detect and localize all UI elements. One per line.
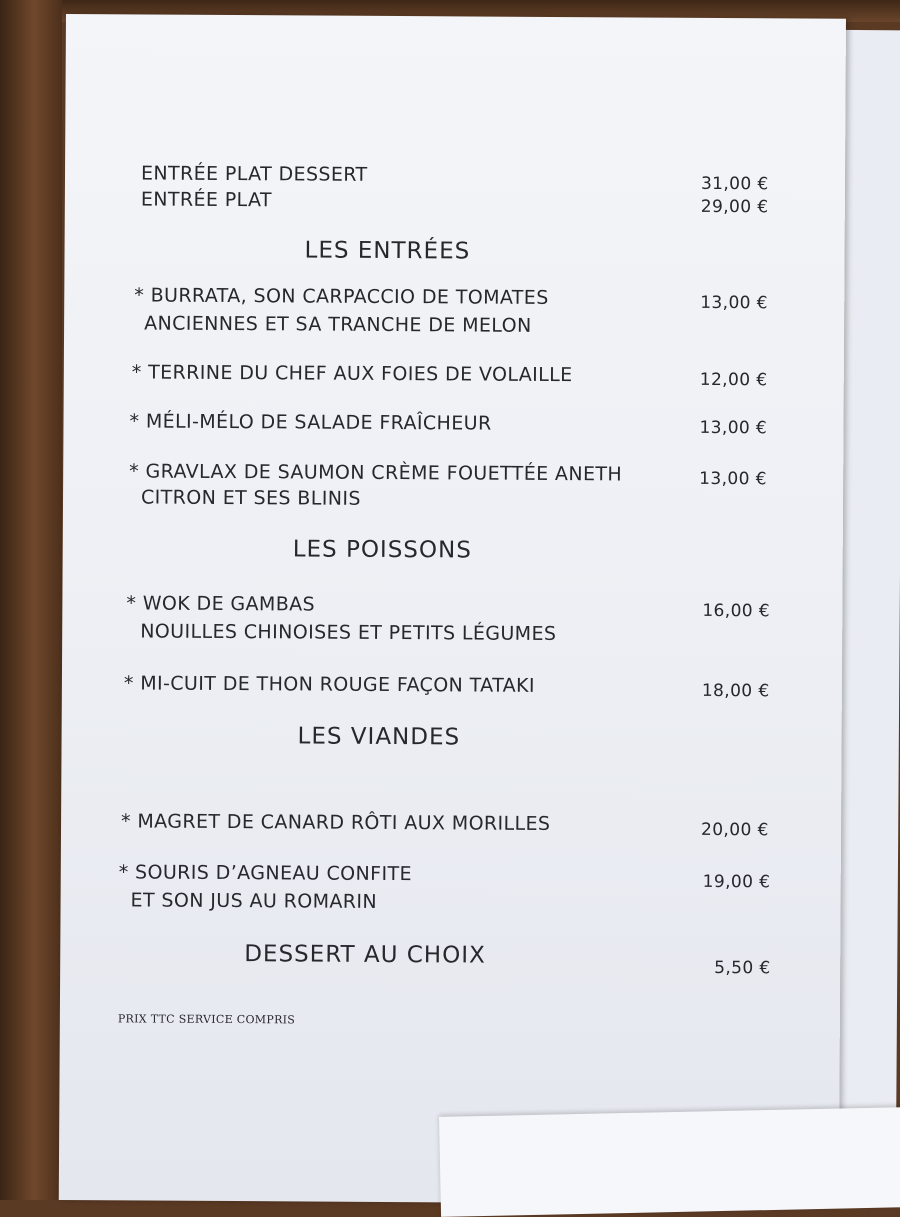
menu-item-line: * TERRINE DU CHEF AUX FOIES DE VOLAILLE: [131, 361, 573, 387]
menu-item-line: * BURRATA, SON CARPACCIO DE TOMATES: [134, 284, 549, 309]
menu-item-line: * GRAVLAX DE SAUMON CRÈME FOUETTÉE ANETH: [129, 460, 623, 486]
menu-item-price: 13,00 €: [699, 417, 768, 439]
menu-item-line: * MÉLI-MÉLO DE SALADE FRAÎCHEUR: [129, 410, 492, 435]
menu-item-price: 18,00 €: [701, 680, 770, 702]
menu-sheet: [59, 14, 846, 1205]
menu-item-line: * MI-CUIT DE THON ROUGE FAÇON TATAKI: [123, 672, 535, 697]
menu-item-price: 16,00 €: [702, 600, 771, 622]
menu-item-line: CITRON ET SES BLINIS: [140, 486, 361, 510]
section-title-entrees: LES ENTRÉES: [304, 237, 471, 265]
formula-label: ENTRÉE PLAT: [140, 188, 273, 212]
overlapping-sheet-corner: [439, 1107, 900, 1217]
menu-item-line: ET SON JUS AU ROMARIN: [130, 889, 378, 913]
menu-item-line: * SOURIS D’AGNEAU CONFITE: [118, 861, 412, 886]
section-title-poissons: LES POISSONS: [292, 536, 472, 564]
wooden-frame-left: [0, 0, 62, 1200]
dessert-price: 5,50 €: [714, 957, 771, 979]
section-title-viandes: LES VIANDES: [297, 723, 461, 751]
menu-item-price: 19,00 €: [702, 871, 771, 893]
formula-price: 31,00 €: [700, 173, 769, 195]
menu-item-line: * MAGRET DE CANARD RÔTI AUX MORILLES: [121, 810, 551, 835]
menu-item-price: 20,00 €: [700, 819, 769, 841]
menu-item-line: ANCIENNES ET SA TRANCHE DE MELON: [144, 312, 532, 337]
menu-item-price: 12,00 €: [699, 369, 768, 391]
formula-price: 29,00 €: [700, 196, 769, 218]
dessert-label: DESSERT AU CHOIX: [244, 941, 486, 969]
formula-label: ENTRÉE PLAT DESSERT: [140, 162, 368, 186]
menu-item-line: * WOK DE GAMBAS: [126, 592, 316, 616]
menu-item-price: 13,00 €: [699, 468, 767, 490]
menu-item-line: NOUILLES CHINOISES ET PETITS LÉGUMES: [140, 620, 557, 646]
menu-item-price: 13,00 €: [700, 292, 768, 314]
footer-note: PRIX TTC SERVICE COMPRIS: [117, 1012, 296, 1027]
